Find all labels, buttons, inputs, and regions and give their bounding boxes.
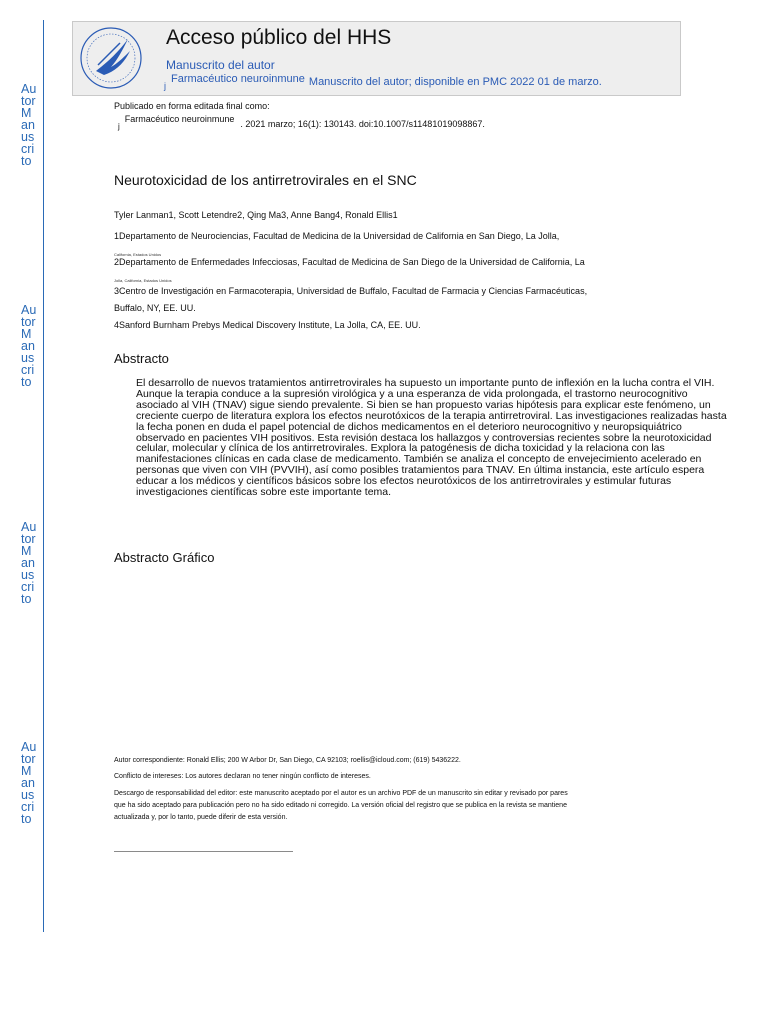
- abstract-heading: Abstracto: [114, 351, 169, 366]
- published-label: Publicado en forma editada final como:: [114, 101, 270, 111]
- graphical-abstract-heading: Abstracto Gráfico: [114, 550, 215, 565]
- hhs-seal-icon: [78, 25, 144, 91]
- author-manuscript-subtitle: Manuscrito del autor: [166, 58, 275, 72]
- availability-line: [164, 73, 602, 91]
- abstract-body: El desarrollo de nuevos tratamientos antirretrovirales ha supuesto un importante punto de inflexión en la lucha contra el VIH. Aunque la terapia conduce a la supresión virológica y a una esperanza de vida prolongada, el trastorno neurocognitivo asociado al VIH (TNAV) sigue siendo prevalente. Si bien se han propuesto varias hipótesis para explicar este fenómeno, un creciente cuerpo de literatura explora los efectos neurotóxicos de la terapia antirretroviral. Las investigaciones realizadas hasta la fecha ponen en duda el papel potencial de dichos medicamentos en el deterioro neurocognitivo y neuropsiquiátrico observado en pacientes VIH positivos. Esta revisión destaca los hallazgos y controversias recientes sobre la neurotoxicidad celular, molecular y clínica de los antirretrovirales. Explora la patogénesis de dicha toxicidad y la relaciona con las manifestaciones clínicas en cada clase de medicamento. También se analiza el concepto de envejecimiento acelerado en personas que viven con VIH (PVVIH), así como posibles tratamientos para TNAV. En última instancia, este artículo espera educar a los médicos y científicos básicos sobre los efectos neurotóxicos de los antirretrovirales y estimular futuras investigaciones científicas sobre este importante tema.: [136, 377, 727, 499]
- affiliation-3-cont: Buffalo, NY, EE. UU.: [114, 303, 196, 313]
- disclaimer-line-3: actualizada y, por lo tanto, puede diferir de esta versión.: [114, 814, 288, 821]
- paper-title: Neurotoxicidad de los antirretrovirales en el SNC: [114, 172, 417, 188]
- authors-line: Tyler Lanman1, Scott Letendre2, Qing Ma3, Anne Bang4, Ronald Ellis1: [114, 210, 398, 220]
- hhs-public-access-title: Acceso público del HHS: [166, 26, 392, 49]
- affiliation-1-small: California, Estados Unidos: [114, 252, 162, 257]
- margin-line: [43, 20, 44, 932]
- affiliation-1: 1Departamento de Neurociencias, Facultad de Medicina de la Universidad de California en San Diego, La Jolla,: [114, 231, 560, 241]
- author-manuscript-side-label: Au tor M an us cri to: [21, 83, 37, 168]
- disclaimer-line-1: Descargo de responsabilidad del editor: este manuscrito aceptado por el autor es un archivo PDF de un manuscrito sin editar y revisado por pares: [114, 790, 568, 797]
- corresponding-author-note: Autor correspondiente: Ronald Ellis; 200 W Arbor Dr, San Diego, CA 92103; roellis@icloud.com; (619) 5436222.: [114, 757, 461, 764]
- affiliation-2: 2Departamento de Enfermedades Infecciosas, Facultad de Medicina de San Diego de la Universidad de California, La: [114, 257, 585, 267]
- journal-name: Farmacéutico neuroinmune: [171, 73, 305, 85]
- availability-text: Manuscrito del autor; disponible en PMC 2022 01 de marzo.: [308, 76, 602, 88]
- journal-name: Farmacéutico neuroinmune: [124, 114, 235, 124]
- author-manuscript-side-label: Au tor M an us cri to: [21, 304, 37, 389]
- disclaimer-line-2: que ha sido aceptado para publicación pero no ha sido editado ni corregido. La versión oficial del registro que se publica en la revista se mantiene: [114, 802, 567, 809]
- citation-text: . 2021 marzo; 16(1): 130143. doi:10.1007/s11481019098867.: [240, 119, 485, 129]
- affiliation-2-small: Jolla, California, Estados Unidos: [114, 278, 172, 283]
- author-manuscript-side-label: Au tor M an us cri to: [21, 741, 37, 826]
- author-manuscript-side-label: Au tor M an us cri to: [21, 521, 37, 606]
- journal-prefix: j: [118, 122, 120, 131]
- journal-prefix: j: [164, 81, 166, 91]
- conflict-of-interest-note: Conflicto de intereses: Los autores declaran no tener ningún conflicto de intereses.: [114, 773, 371, 780]
- citation-line: [118, 114, 485, 131]
- affiliation-4: 4Sanford Burnham Prebys Medical Discovery Institute, La Jolla, CA, EE. UU.: [114, 320, 421, 330]
- affiliation-3: 3Centro de Investigación en Farmacoterapia, Universidad de Buffalo, Facultad de Farmacia y Ciencias Farmacéuticas,: [114, 286, 588, 296]
- footnote-rule: [114, 851, 293, 852]
